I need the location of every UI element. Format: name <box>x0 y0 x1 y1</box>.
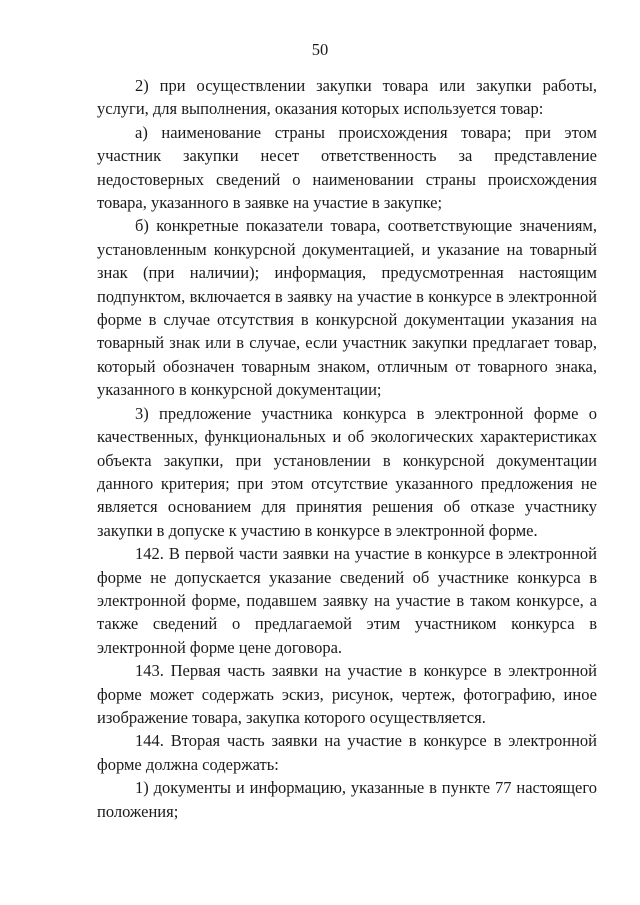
paragraph-subitem-b: б) конкретные показатели товара, соответствующие значениям, установленным конкурсной документацией, и указание на товарный знак (при наличии); информация, предусмотренная настоящим подпунктом, включается в заявку на участие в конкурсе в электронной форме в случае отсутствия в конкурсной документации указания на товарный знак или в случае, если участник закупки предлагает товар, который обозначен товарным знаком, отличным от товарного знака, указанного в конкурсной документации; <box>97 216 597 400</box>
paragraph-clause-143: 143. Первая часть заявки на участие в конкурсе в электронной форме может содержать эскиз, рисунок, чертеж, фотографию, иное изображение товара, закупка которого осуществляется. <box>97 661 597 727</box>
paragraph-item-1: 1) документы и информацию, указанные в пункте 77 настоящего положения; <box>97 778 597 821</box>
paragraph-clause-144: 144. Вторая часть заявки на участие в конкурсе в электронной форме должна содержать: <box>97 731 597 774</box>
paragraph-item-2: 2) при осуществлении закупки товара или закупки работы, услуги, для выполнения, оказания которых используется товар: <box>97 76 597 119</box>
page-number: 50 <box>311 40 329 59</box>
paragraph-subitem-a: а) наименование страны происхождения товара; при этом участник закупки несет ответственность за представление недостоверных сведений о наименовании страны происхождения товара, указанного в заявке на участие в закупке; <box>97 122 597 213</box>
paragraph-clause-142: 142. В первой части заявки на участие в конкурсе в электронной форме не допускается указание сведений об участнике конкурса в электронной форме, подавшем заявку на участие в таком конкурсе, а также сведений о предлагаемой этим участником конкурса в электронной форме цене договора. <box>97 544 597 657</box>
document-body <box>97 74 597 823</box>
paragraph-item-3: 3) предложение участника конкурса в электронной форме о качественных, функциональных и об экологических характеристиках объекта закупки, при установлении в конкурсной документации данного критерия; при этом отсутствие указанного предложения не является основанием для принятия решения об отказе участнику закупки в допуске к участию в конкурсе в электронной форме. <box>97 403 597 540</box>
